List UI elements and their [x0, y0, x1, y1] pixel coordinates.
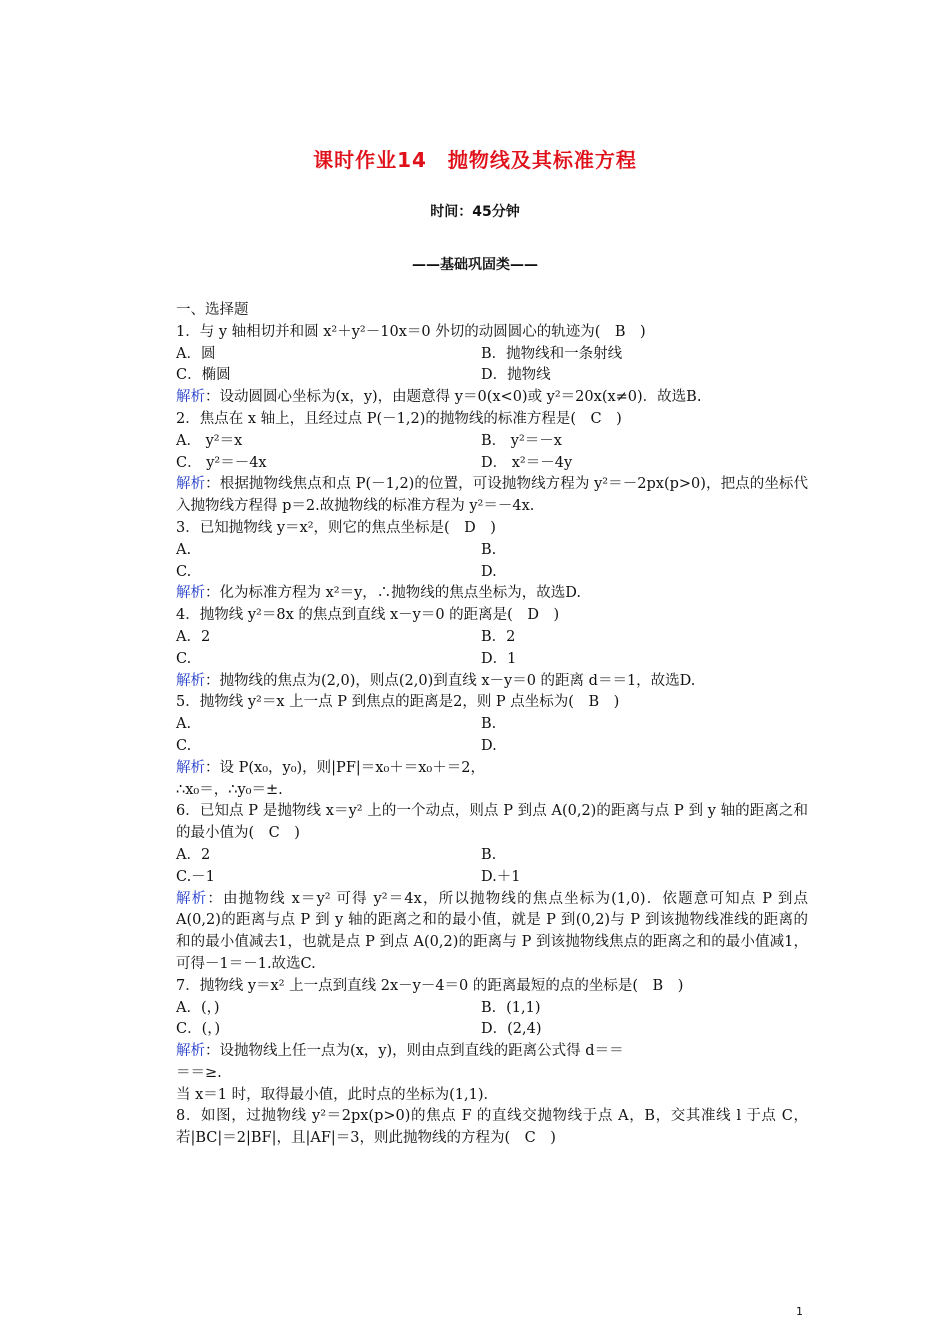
option-b: B．2 — [481, 628, 516, 645]
option-d: D．抛物线 — [481, 367, 551, 384]
option-c: C. — [176, 650, 192, 667]
question-2-options-cd — [146, 453, 808, 475]
question-7-options-cd — [146, 1019, 808, 1041]
solution-label: 解析 — [176, 672, 205, 689]
question-7-stem: 7．抛物线 y＝x² 上一点到直线 2x－y－4＝0 的距离最短的点的坐标是( B ) — [176, 977, 684, 994]
question-3-options-ab — [146, 540, 808, 562]
question-1-options-ab — [146, 344, 808, 366]
question-7-solution-cont-2: 当 x＝1 时，取得最小值，此时点的坐标为(1,1)． — [176, 1086, 498, 1103]
option-c: C． y²＝－4x — [176, 454, 267, 471]
question-1-options-cd — [146, 365, 808, 387]
option-c: C．椭圆 — [176, 367, 231, 384]
question-5-solution-cont: ∴x₀＝，∴y₀＝±. — [176, 781, 283, 798]
page-title: 课时作业14 抛物线及其标准方程 — [313, 148, 637, 172]
question-5-solution: 解析：设 P(x₀，y₀)，则|PF|＝x₀＋＝x₀＋＝2， — [176, 759, 485, 776]
question-1-stem: 1．与 y 轴相切并和圆 x²＋y²－10x＝0 外切的动圆圆心的轨迹为( B ) — [176, 323, 646, 340]
solution-label: 解析 — [176, 389, 205, 406]
option-d: D. — [481, 737, 497, 754]
question-6-solution: 解析：由抛物线 x＝y² 可得 y²＝4x，所以抛物线的焦点坐标为(1,0)．依题意可知点 P 到点 A(0,2)的距离与点 P 到 y 轴的距离之和的最小值，就是 P 到(0,2)与 P 到该抛物线准线的距离的和的最小值减去1，也就是点 P 到点 A(0,2)的距离与 P 到该抛物线焦点的距离之和的最小值减1，可得－1＝－1.故选C. — [176, 890, 809, 972]
option-a: A．(，) — [176, 999, 220, 1016]
option-c: C．(，) — [176, 1021, 221, 1038]
time-limit: 时间：45分钟 — [430, 204, 520, 220]
question-4-stem: 4．抛物线 y²＝8x 的焦点到直线 x－y＝0 的距离是( D ) — [176, 607, 560, 624]
question-7-solution: 解析：设抛物线上任一点为(x，y)，则由点到直线的距离公式得 d＝＝ — [176, 1043, 624, 1060]
question-7-options-ab — [146, 998, 808, 1020]
option-a: A. — [176, 541, 192, 558]
section-heading: ——基础巩固类—— — [412, 257, 538, 273]
question-2-solution: 解析：根据抛物线焦点和点 P(－1,2)的位置，可设抛物线方程为 y²＝－2px(p>0)，把点的坐标代入抛物线方程得 p＝2.故抛物线的标准方程为 y²＝－4x. — [176, 476, 808, 515]
option-a: A．2 — [176, 846, 211, 863]
part-heading: 一、选择题 — [176, 302, 249, 318]
question-1-solution: 解析：设动圆圆心坐标为(x，y)，由题意得 y＝0(x<0)或 y²＝20x(x≠0)．故选B. — [176, 389, 702, 406]
question-4-options-ab — [146, 627, 808, 649]
option-b: B. — [481, 846, 497, 863]
option-b: B. — [481, 541, 497, 558]
option-c: C. — [176, 737, 192, 754]
solution-label: 解析 — [176, 890, 208, 907]
option-c: C. — [176, 563, 192, 580]
question-3-options-cd — [146, 562, 808, 584]
solution-label: 解析 — [176, 476, 206, 493]
option-a: A. — [176, 716, 192, 733]
solution-label: 解析 — [176, 1043, 205, 1060]
question-6-options-cd — [146, 867, 808, 889]
question-2-options-ab — [146, 431, 808, 453]
option-a: A．2 — [176, 628, 211, 645]
solution-label: 解析 — [176, 585, 205, 602]
question-3-solution: 解析：化为标准方程为 x²＝y，∴抛物线的焦点坐标为，故选D. — [176, 585, 582, 602]
option-c: C.－1 — [176, 868, 215, 885]
question-8-stem: 8．如图，过抛物线 y²＝2px(p>0)的焦点 F 的直线交抛物线于点 A，B，交其准线 l 于点 C，若|BC|＝2|BF|，且|AF|＝3，则此抛物线的方程为( C ) — [176, 1108, 808, 1147]
question-4-options-cd — [146, 649, 808, 671]
option-a: A． y²＝x — [176, 432, 243, 449]
question-7-solution-cont: ＝＝≥. — [176, 1064, 222, 1081]
option-b: B． y²＝－x — [481, 432, 562, 449]
option-d: D. — [481, 563, 497, 580]
question-5-options-cd — [146, 736, 808, 758]
option-b: B．抛物线和一条射线 — [481, 345, 623, 362]
question-5-options-ab — [146, 714, 808, 736]
option-d: D.＋1 — [481, 868, 521, 885]
question-6-options-ab — [146, 845, 808, 867]
solution-label: 解析 — [176, 759, 205, 776]
question-4-solution: 解析：抛物线的焦点为(2,0)，则点(2,0)到直线 x－y＝0 的距离 d＝＝1，故选D. — [176, 672, 696, 689]
question-3-stem: 3．已知抛物线 y＝x²，则它的焦点坐标是( D ) — [176, 519, 496, 536]
option-a: A．圆 — [176, 345, 216, 362]
option-b: B. — [481, 716, 497, 733]
page-number: 1 — [796, 1305, 803, 1318]
option-d: D．(2,4) — [481, 1021, 542, 1038]
question-5-stem: 5．抛物线 y²＝x 上一点 P 到焦点的距离是2，则 P 点坐标为( B ) — [176, 694, 620, 711]
option-d: D．1 — [481, 650, 517, 667]
question-2-stem: 2．焦点在 x 轴上，且经过点 P(－1,2)的抛物线的标准方程是( C ) — [176, 410, 622, 427]
document-body — [146, 300, 808, 1150]
question-6-stem: 6．已知点 P 是抛物线 x＝y² 上的一个动点，则点 P 到点 A(0,2)的距离与点 P 到 y 轴的距离之和的最小值为( C ) — [176, 803, 808, 842]
option-b: B．(1,1) — [481, 999, 541, 1016]
option-d: D． x²＝－4y — [481, 454, 573, 471]
